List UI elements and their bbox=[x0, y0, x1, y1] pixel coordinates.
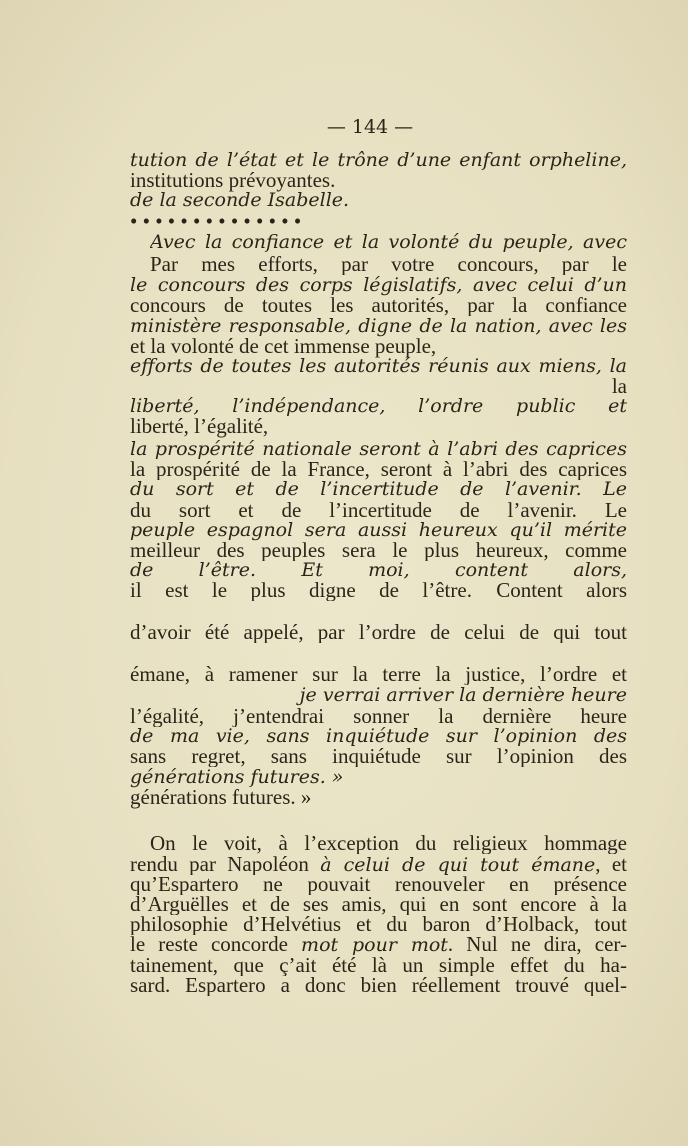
roman-text: concours de toutes les autorités, par la confiance bbox=[130, 294, 627, 316]
page-number: — 144 — bbox=[326, 116, 414, 138]
roman-text: du sort et de l’incertitude de l’avenir. Le bbox=[130, 499, 627, 521]
text-line bbox=[130, 438, 627, 460]
text-line bbox=[130, 355, 627, 377]
text-line bbox=[130, 974, 627, 996]
text-line bbox=[130, 725, 627, 747]
text-line bbox=[130, 519, 627, 541]
roman-text: , et bbox=[595, 853, 627, 875]
roman-text: . Nul ne dira, cer- bbox=[447, 933, 627, 955]
text-line bbox=[130, 873, 627, 895]
roman-text: rendu par Napoléon bbox=[130, 853, 321, 875]
italic-text: de l’être. bbox=[130, 559, 257, 581]
text-line bbox=[130, 294, 627, 316]
roman-text: meilleur des peuples sera le plus heureux, comme bbox=[130, 539, 627, 561]
italic-text: Et moi, content alors, bbox=[301, 559, 627, 581]
roman-text: Content alors bbox=[496, 579, 627, 601]
roman-text: il est le plus digne de l’être. bbox=[130, 579, 472, 601]
italic-text: de ma vie, sans inquiétude sur l’opinion des bbox=[130, 725, 627, 747]
text-line bbox=[150, 253, 627, 275]
italic-text: le concours des corps législatifs, avec celui d’un bbox=[130, 274, 627, 296]
text-line bbox=[130, 621, 627, 643]
text-line bbox=[130, 415, 627, 438]
text-line bbox=[150, 832, 627, 854]
roman-text: liberté, l’égalité, bbox=[130, 414, 269, 438]
italic-text: à celui de qui tout émane bbox=[320, 854, 596, 875]
text-line bbox=[130, 210, 627, 233]
italic-text: peuple espagnol sera aussi heureux qu’il mérite bbox=[130, 519, 627, 541]
roman-text: sans regret, sans inquiétude sur l’opinion des bbox=[130, 745, 627, 767]
roman-text: Par mes efforts, par votre concours, par le bbox=[150, 253, 627, 275]
text-line bbox=[130, 893, 627, 915]
roman-text: qu’Espartero ne pouvait renouveler en présence bbox=[130, 873, 627, 895]
text-line bbox=[130, 189, 627, 211]
italic-text: mot pour mot bbox=[301, 934, 448, 955]
roman-text: sard. Espartero a donc bien réellement trouvé quel- bbox=[130, 974, 627, 996]
roman-text: la bbox=[611, 374, 627, 398]
italic-text: Avec la confiance et la volonté du peuple, avec bbox=[150, 231, 627, 253]
text-line bbox=[130, 579, 627, 601]
italic-text: ministère responsable, digne de la nation, avec les bbox=[130, 315, 627, 337]
text-line bbox=[130, 559, 627, 581]
roman-text: On le voit, à l’exception du religieux hommage bbox=[150, 832, 627, 854]
italic-text: générations futures. » bbox=[130, 766, 344, 788]
roman-text: tainement, que ç’ait été là un simple effet du ha- bbox=[130, 954, 627, 976]
text-line bbox=[150, 231, 627, 253]
roman-text: • • • • • • • • • • • • • • bbox=[130, 209, 302, 233]
roman-text: et la volonté de cet immense peuple, bbox=[130, 334, 437, 358]
italic-text: efforts de toutes les autorités réunis aux miens, la bbox=[130, 355, 627, 377]
text-line bbox=[130, 274, 627, 296]
roman-text: générations futures. » bbox=[130, 785, 312, 809]
text-line bbox=[130, 499, 627, 521]
text-line bbox=[130, 478, 627, 500]
text-line bbox=[130, 853, 627, 875]
text-line bbox=[130, 458, 627, 480]
roman-text: d’Arguëlles et de ses amis, qui en sont encore à la bbox=[130, 893, 627, 915]
text-line bbox=[130, 745, 627, 767]
italic-text: tution de l’état et le trône d’une enfant orpheline, bbox=[130, 149, 627, 171]
roman-text: l’égalité, j’entendrai sonner la dernière heure bbox=[130, 705, 627, 727]
roman-text: le reste concorde bbox=[130, 933, 302, 955]
text-line bbox=[130, 933, 627, 955]
text-line bbox=[130, 954, 627, 976]
text-line bbox=[130, 786, 627, 809]
text-line bbox=[130, 705, 627, 727]
roman-text: la prospérité de la France, seront à l’abri des caprices bbox=[130, 458, 627, 480]
text-line bbox=[130, 913, 627, 935]
italic-text: du sort et de l’incertitude de l’avenir. Le bbox=[130, 478, 627, 500]
italic-text: de la seconde Isabelle. bbox=[130, 189, 350, 211]
italic-text: liberté, l’indépendance, l’ordre public et bbox=[130, 395, 627, 417]
roman-text: philosophie d’Helvétius et du baron d’Holback, tout bbox=[130, 913, 627, 935]
roman-text: d’avoir été appelé, par l’ordre de celui de qui tout bbox=[130, 621, 627, 643]
italic-text: la prospérité nationale seront à l’abri des caprices bbox=[130, 438, 627, 460]
text-line bbox=[130, 684, 627, 706]
roman-text: émane, à ramener sur la terre la justice, l’ordre et bbox=[130, 663, 627, 685]
italic-text: je verrai arriver la dernière heure bbox=[299, 684, 627, 706]
roman-text: institutions prévoyantes. bbox=[130, 168, 336, 192]
text-line bbox=[130, 539, 627, 561]
text-line bbox=[130, 663, 627, 685]
